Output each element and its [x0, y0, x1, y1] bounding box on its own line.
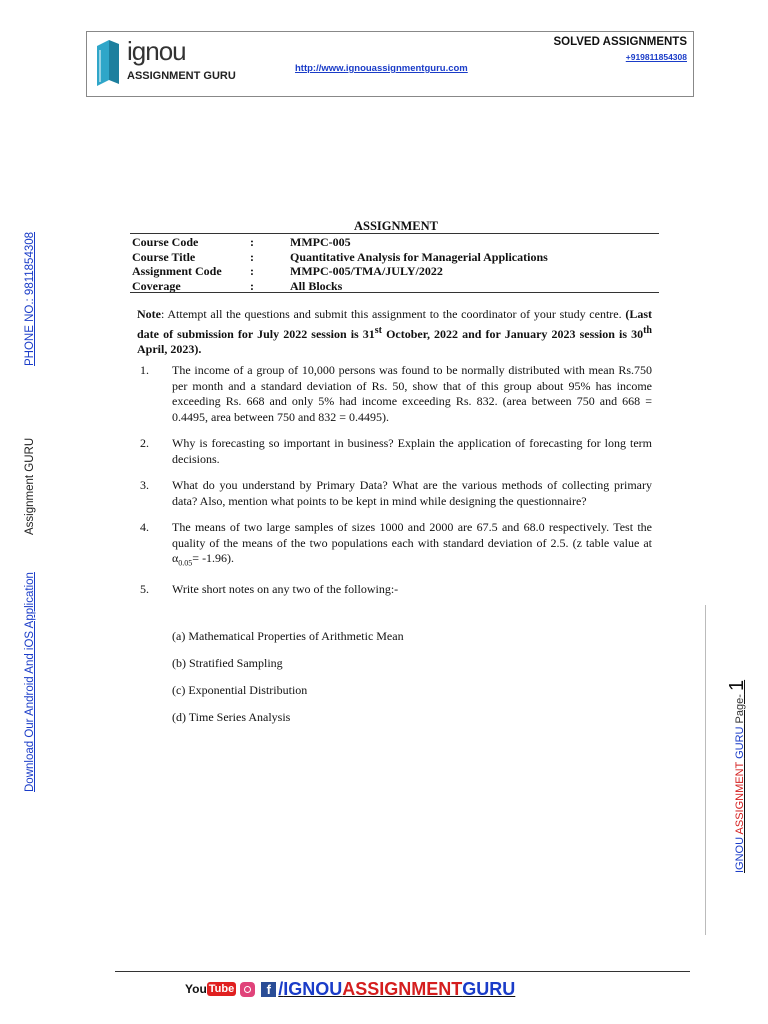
youtube-tube-label: Tube — [208, 983, 235, 995]
question-text: Why is forecasting so important in business? Explain the application of forecasting for long term decisions. — [172, 436, 652, 466]
row-colon: : — [250, 264, 254, 278]
side-assignment: ASSIGNMENT — [734, 761, 746, 835]
question-item — [137, 520, 652, 571]
question-number: 4. — [140, 520, 149, 534]
book-logo-icon — [97, 40, 119, 86]
row-colon: : — [250, 249, 254, 264]
course-info-table — [132, 235, 548, 293]
page-label: Page- — [734, 694, 746, 724]
question-text: What do you understand by Primary Data? What are the various methods of collecting primary data? Also, mention what points to be kept in mind while designing the questionnaire? — [172, 478, 652, 508]
header-phone-link[interactable]: +919811854308 — [625, 52, 687, 62]
assignment-title: ASSIGNMENT — [353, 219, 439, 233]
row-value: MMPC-005 — [290, 235, 351, 249]
row-value: MMPC-005/TMA/JULY/2022 — [290, 264, 443, 278]
question-list — [137, 363, 652, 597]
side-brand-text: Assignment GURU — [24, 437, 36, 535]
table-top-rule — [130, 233, 659, 234]
side-ignou: IGNOU — [734, 836, 746, 873]
logo-subtitle: ASSIGNMENT GURU — [127, 70, 236, 82]
footer-social — [185, 977, 515, 1001]
note-text: : Attempt all the questions and submit this assignment to the coordinator of your study centre. — [161, 307, 626, 321]
website-link[interactable]: http://www.ignouassignmentguru.com — [295, 63, 468, 74]
row-value: Quantitative Analysis for Managerial Applications — [290, 249, 548, 264]
question-item — [137, 582, 652, 598]
question-number: 2. — [140, 436, 149, 450]
note-paragraph — [137, 307, 652, 358]
table-row — [132, 279, 548, 294]
page-header — [86, 31, 694, 97]
question-number: 3. — [140, 478, 149, 492]
table-row — [132, 264, 548, 279]
question-number: 1. — [140, 363, 149, 377]
row-key: Assignment Code — [132, 264, 222, 278]
row-key: Course Code — [132, 235, 199, 249]
note-label: Note — [137, 307, 161, 321]
side-page-label — [726, 680, 749, 873]
logo-text: ignou — [127, 36, 186, 66]
question-text: Write short notes on any two of the following:- — [172, 581, 399, 596]
sub-item: (c) Exponential Distribution — [172, 683, 308, 697]
row-colon: : — [250, 278, 254, 293]
page-number: 1 — [726, 679, 748, 692]
youtube-icon[interactable]: You — [185, 982, 207, 996]
question-item — [137, 363, 652, 425]
table-bottom-rule — [130, 292, 659, 293]
right-divider — [705, 605, 706, 935]
question-item — [137, 436, 652, 467]
facebook-icon[interactable]: f — [261, 982, 276, 997]
footer-handle[interactable]: /IGNOUASSIGNMENTGURU — [278, 978, 516, 999]
download-app-link[interactable]: Download Our Android And iOS Application — [24, 572, 36, 792]
sub-item: (d) Time Series Analysis — [172, 710, 291, 724]
question-item — [137, 478, 652, 509]
solved-assignments-label: SOLVED ASSIGNMENTS — [553, 36, 687, 48]
row-colon: : — [250, 235, 254, 249]
side-phone-link[interactable]: PHONE NO.: 9811854308 — [24, 231, 36, 366]
note-deadline: (Last date of submission for July 2022 session is 31st October, 2022 and for January 2023 session is 30th April, 2023). — [137, 307, 652, 356]
question-text: The income of a group of 10,000 persons was found to be normally distributed with mean Rs.750 per month and a standard deviation of Rs. 50, show that of this group about 95% has income exceeding Rs. 668 and only 5% had income exceeding Rs. 832. (area between 750 and 668 = 0.4495, area between 750 and 832 = 0.4495). — [172, 363, 652, 424]
row-key: Coverage — [132, 278, 181, 293]
row-value: All Blocks — [290, 278, 343, 293]
sub-item: (b) Stratified Sampling — [172, 656, 283, 670]
side-guru: GURU — [734, 726, 746, 759]
table-row — [132, 235, 548, 250]
instagram-icon[interactable] — [240, 982, 255, 997]
table-row — [132, 250, 548, 265]
sub-item: (a) Mathematical Properties of Arithmetic Mean — [172, 629, 404, 643]
footer-rule — [115, 971, 690, 972]
question-text: The means of two large samples of sizes 1000 and 2000 are 67.5 and 68.0 respectively. Test the quality of the means of the two populations each with standard deviation of 2.5. (z table value at $\alpha_{0.05}= -1.96$). — [172, 520, 652, 568]
row-key: Course Title — [132, 249, 196, 264]
question-number: 5. — [140, 581, 149, 596]
